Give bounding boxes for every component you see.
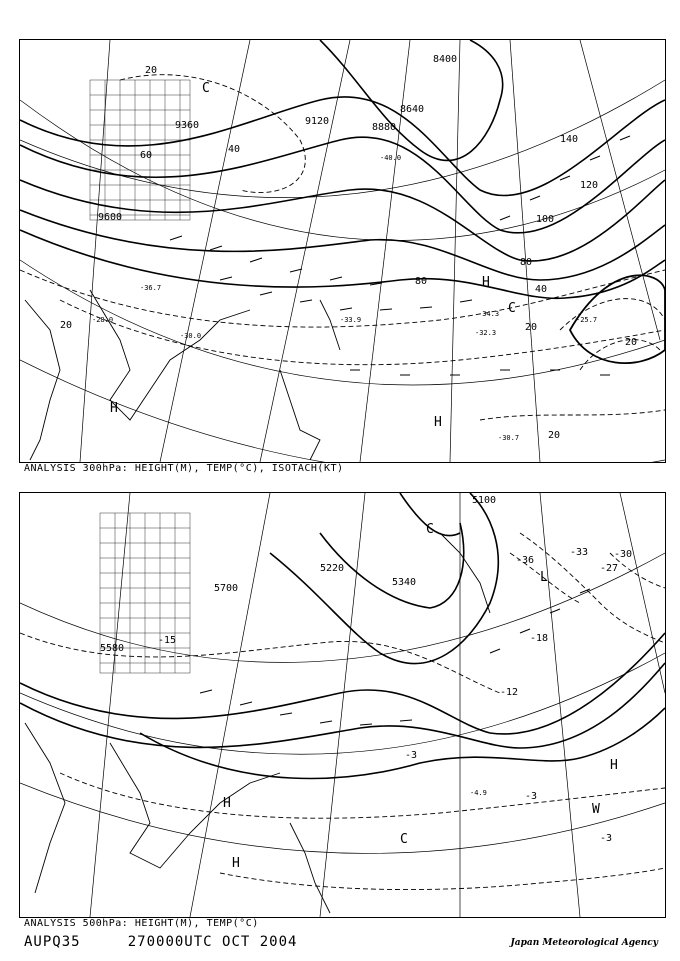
high-center-label: H	[223, 796, 231, 811]
chart-code: AUPQ35	[24, 934, 81, 950]
temp-label: -12	[500, 687, 519, 698]
graticule	[20, 493, 665, 917]
cold-center-label: C	[202, 81, 210, 96]
map-500hpa-panel	[19, 492, 666, 918]
temp-label: -36	[516, 555, 535, 566]
cold-center-label: C	[400, 832, 408, 847]
temp-label: -4.9	[470, 789, 487, 797]
cold-center-label: C	[426, 522, 434, 537]
warm-center-label: W	[592, 802, 600, 817]
agency-name: Japan Meteorological Agency	[510, 938, 658, 948]
height-label: 5100	[472, 495, 497, 506]
temp-label: -33.9	[340, 316, 362, 324]
map-300hpa-panel	[19, 39, 666, 463]
map-300hpa-canvas	[20, 40, 665, 462]
isotach-label: 80	[520, 257, 533, 268]
temp-label: -18	[530, 633, 549, 644]
panel-caption-300hpa: ANALYSIS 300hPa: HEIGHT(M), TEMP(°C), ISOTACH(KT)	[24, 463, 344, 474]
coastlines	[25, 290, 340, 460]
height-label: 8880	[372, 122, 397, 133]
chart-footer	[24, 934, 297, 950]
temp-label: -3	[525, 791, 538, 802]
isotach-label: 20	[60, 320, 73, 331]
coastlines	[25, 533, 490, 913]
height-label: 5220	[320, 563, 345, 574]
temp-label: -3	[405, 750, 418, 761]
valid-time: 270000UTC OCT 2004	[127, 934, 298, 950]
isotach-label: 100	[536, 214, 555, 225]
height-label: 8640	[400, 104, 425, 115]
map-500hpa-canvas	[20, 493, 665, 917]
temp-label: -15	[158, 635, 177, 646]
isotach-label: 40	[228, 144, 241, 155]
isotach-label: 40	[535, 284, 548, 295]
height-label: 5580	[100, 643, 125, 654]
height-label: 5340	[392, 577, 417, 588]
temp-label: -33	[570, 547, 589, 558]
high-center-label: H	[434, 415, 442, 430]
temp-label: -30.7	[498, 434, 520, 442]
height-label: 9600	[98, 212, 123, 223]
isotachs	[20, 75, 665, 420]
panel-caption-500hpa: ANALYSIS 500hPa: HEIGHT(M), TEMP(°C)	[24, 918, 259, 929]
temp-label: -25.7	[576, 316, 598, 324]
isotach-label: 80	[415, 276, 428, 287]
high-center-label: H	[110, 401, 118, 416]
isotach-label: 120	[580, 180, 599, 191]
high-center-label: H	[610, 758, 618, 773]
height-label: 9120	[305, 116, 330, 127]
temp-label: -32.3	[475, 329, 497, 337]
isotach-label: 20	[548, 430, 561, 441]
height-label: 9360	[175, 120, 200, 131]
cold-center-label: C	[508, 301, 516, 316]
wind-barbs	[200, 589, 590, 725]
isotach-label: 20	[625, 337, 638, 348]
isotherms	[20, 533, 665, 890]
graticule	[20, 40, 665, 462]
temp-label: -36.7	[140, 284, 162, 292]
temp-label: -28.0	[92, 316, 114, 324]
height-label: 8400	[433, 54, 458, 65]
isotach-label: 140	[560, 134, 579, 145]
temp-label: -34.3	[478, 310, 500, 318]
isotach-label: 60	[140, 150, 153, 161]
high-center-label: H	[482, 275, 490, 290]
isotach-label: 20	[525, 322, 538, 333]
temp-label: -27	[600, 563, 619, 574]
temp-label: -3	[600, 833, 613, 844]
isotach-label: 20	[145, 65, 158, 76]
temp-label: -40.0	[380, 154, 402, 162]
low-center-label: L	[540, 570, 548, 585]
high-center-label: H	[232, 856, 240, 871]
temp-label: -30.0	[180, 332, 202, 340]
height-label: 5700	[214, 583, 239, 594]
height-contours	[20, 40, 665, 298]
temp-label: -30	[614, 549, 633, 560]
